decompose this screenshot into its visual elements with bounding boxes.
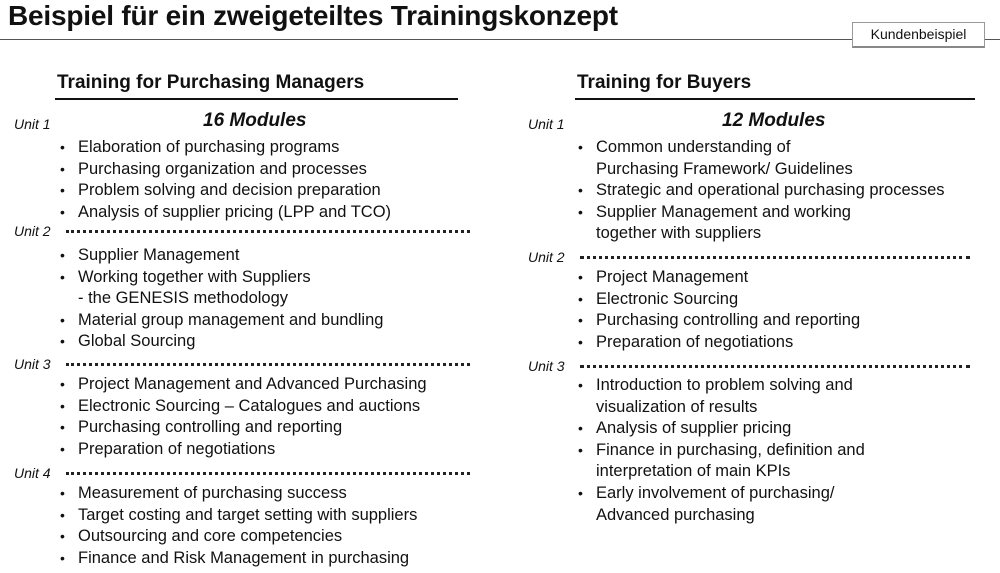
left-unit-3-label: Unit 3 bbox=[14, 356, 51, 372]
list-item bbox=[60, 374, 427, 396]
bullet-icon: • bbox=[60, 440, 65, 457]
list-item-text: Analysis of supplier pricing (LPP and TCO) bbox=[78, 202, 392, 221]
list-item-text: Purchasing organization and processes bbox=[78, 159, 367, 178]
bullet-icon: • bbox=[578, 290, 583, 307]
left-unit-3-divider bbox=[66, 363, 470, 366]
bullet-icon: • bbox=[578, 484, 583, 501]
list-item bbox=[60, 159, 391, 181]
list-item-text: Preparation of negotiations bbox=[596, 332, 794, 351]
right-unit-2-list bbox=[578, 267, 860, 353]
left-unit-2-divider bbox=[66, 230, 470, 233]
list-item bbox=[60, 331, 383, 353]
right-heading-rule bbox=[575, 98, 975, 100]
bullet-icon: • bbox=[578, 441, 583, 458]
list-item-continuation bbox=[578, 223, 945, 245]
bullet-icon: • bbox=[578, 377, 583, 393]
bullet-icon: • bbox=[60, 160, 65, 177]
right-unit-3-label: Unit 3 bbox=[528, 358, 565, 374]
right-unit-3-list bbox=[578, 375, 865, 526]
left-unit-2-label: Unit 2 bbox=[14, 223, 51, 239]
list-item-text: Introduction to problem solving and bbox=[596, 376, 853, 394]
list-item-continuation bbox=[578, 159, 945, 181]
list-item bbox=[60, 180, 391, 202]
list-item bbox=[60, 417, 427, 439]
list-item bbox=[578, 202, 945, 224]
bullet-icon: • bbox=[578, 139, 583, 155]
right-unit-2-label: Unit 2 bbox=[528, 249, 565, 265]
list-item-text: Purchasing controlling and reporting bbox=[596, 311, 861, 330]
right-unit-2-divider bbox=[580, 256, 970, 259]
bullet-icon: • bbox=[578, 269, 583, 285]
left-unit-1-list bbox=[60, 137, 391, 223]
right-column-heading: Training for Buyers bbox=[577, 72, 752, 93]
list-item bbox=[60, 137, 391, 159]
title-rule bbox=[0, 39, 1000, 40]
list-item bbox=[578, 418, 865, 440]
bullet-icon: • bbox=[60, 376, 65, 392]
list-item-text: together with suppliers bbox=[596, 224, 762, 243]
list-item-text: Common understanding of bbox=[596, 138, 791, 156]
list-item bbox=[60, 202, 391, 224]
list-item-text: Early involvement of purchasing/ bbox=[596, 483, 835, 502]
list-item-text: Project Management and Advanced Purchasing bbox=[78, 375, 427, 393]
list-item-text: Purchasing Framework/ Guidelines bbox=[596, 159, 853, 178]
right-modules-count: 12 Modules bbox=[722, 110, 826, 131]
right-unit-3-divider bbox=[580, 365, 970, 368]
bullet-icon: • bbox=[578, 203, 583, 220]
list-item-text: Working together with Suppliers bbox=[78, 267, 311, 286]
list-item-text: Electronic Sourcing bbox=[596, 289, 739, 308]
list-item-continuation bbox=[578, 397, 865, 419]
bullet-icon: • bbox=[60, 506, 65, 523]
list-item-text: Project Management bbox=[596, 268, 749, 286]
list-item bbox=[60, 267, 383, 289]
bullet-icon: • bbox=[60, 311, 65, 328]
bullet-icon: • bbox=[60, 182, 65, 199]
list-item bbox=[578, 483, 865, 505]
list-item-text: Problem solving and decision preparation bbox=[78, 181, 381, 200]
bullet-icon: • bbox=[60, 397, 65, 414]
bullet-icon: • bbox=[60, 485, 65, 501]
left-modules-count: 16 Modules bbox=[203, 110, 307, 131]
list-item-text: Strategic and operational purchasing processes bbox=[596, 181, 945, 200]
list-item bbox=[578, 332, 860, 354]
bullet-icon: • bbox=[60, 203, 65, 220]
list-item-text: Finance and Risk Management in purchasing bbox=[78, 548, 410, 567]
left-heading-rule bbox=[55, 98, 458, 100]
bullet-icon: • bbox=[60, 549, 65, 566]
bullet-icon: • bbox=[578, 420, 583, 437]
list-item-text: Global Sourcing bbox=[78, 332, 196, 351]
list-item bbox=[578, 137, 945, 159]
list-item-continuation bbox=[578, 461, 865, 483]
list-item-text: Preparation of negotiations bbox=[78, 439, 276, 458]
list-item bbox=[578, 375, 865, 397]
list-item-text: Electronic Sourcing – Catalogues and auctions bbox=[78, 396, 421, 415]
list-item-text: visualization of results bbox=[596, 397, 758, 416]
list-item bbox=[578, 440, 865, 462]
list-item bbox=[578, 289, 860, 311]
bullet-icon: • bbox=[578, 333, 583, 350]
left-unit-1-label: Unit 1 bbox=[14, 116, 51, 132]
list-item bbox=[60, 396, 427, 418]
bullet-icon: • bbox=[578, 182, 583, 199]
left-unit-4-label: Unit 4 bbox=[14, 465, 51, 481]
list-item bbox=[578, 267, 860, 289]
list-item-text: Supplier Management bbox=[78, 246, 240, 264]
list-item-text: Target costing and target setting with suppliers bbox=[78, 505, 418, 524]
list-item bbox=[578, 180, 945, 202]
list-item bbox=[60, 483, 417, 505]
list-item bbox=[60, 526, 417, 548]
bullet-icon: • bbox=[60, 419, 65, 436]
list-item-text: Outsourcing and core competencies bbox=[78, 527, 343, 546]
left-unit-4-divider bbox=[66, 472, 470, 475]
list-item-text: - the GENESIS methodology bbox=[78, 289, 289, 308]
list-item-text: Purchasing controlling and reporting bbox=[78, 418, 343, 437]
list-item bbox=[60, 505, 417, 527]
left-column-heading: Training for Purchasing Managers bbox=[57, 72, 365, 93]
list-item-text: Advanced purchasing bbox=[596, 505, 755, 524]
list-item bbox=[60, 439, 427, 461]
list-item-text: Supplier Management and working bbox=[596, 202, 851, 221]
left-unit-4-list bbox=[60, 483, 417, 569]
list-item bbox=[60, 548, 417, 570]
list-item-continuation bbox=[60, 288, 383, 310]
bullet-icon: • bbox=[60, 268, 65, 285]
list-item bbox=[60, 245, 383, 267]
list-item-text: Elaboration of purchasing programs bbox=[78, 138, 340, 156]
bullet-icon: • bbox=[60, 247, 65, 263]
list-item bbox=[60, 310, 383, 332]
page-title: Beispiel für ein zweigeteiltes Trainingskonzept bbox=[8, 0, 618, 31]
list-item-text: Finance in purchasing, definition and bbox=[596, 440, 865, 459]
bullet-icon: • bbox=[60, 333, 65, 350]
list-item-text: Measurement of purchasing success bbox=[78, 484, 347, 502]
list-item-text: interpretation of main KPIs bbox=[596, 462, 791, 481]
bullet-icon: • bbox=[60, 139, 65, 155]
customer-example-badge: Kundenbeispiel bbox=[852, 22, 985, 48]
left-unit-3-list bbox=[60, 374, 427, 460]
list-item-text: Material group management and bundling bbox=[78, 310, 384, 329]
list-item-text: Analysis of supplier pricing bbox=[596, 419, 792, 438]
right-unit-1-list bbox=[578, 137, 945, 245]
list-item bbox=[578, 310, 860, 332]
bullet-icon: • bbox=[60, 528, 65, 545]
list-item-continuation bbox=[578, 505, 865, 527]
right-unit-1-label: Unit 1 bbox=[528, 116, 565, 132]
left-unit-2-list bbox=[60, 245, 383, 353]
bullet-icon: • bbox=[578, 312, 583, 329]
